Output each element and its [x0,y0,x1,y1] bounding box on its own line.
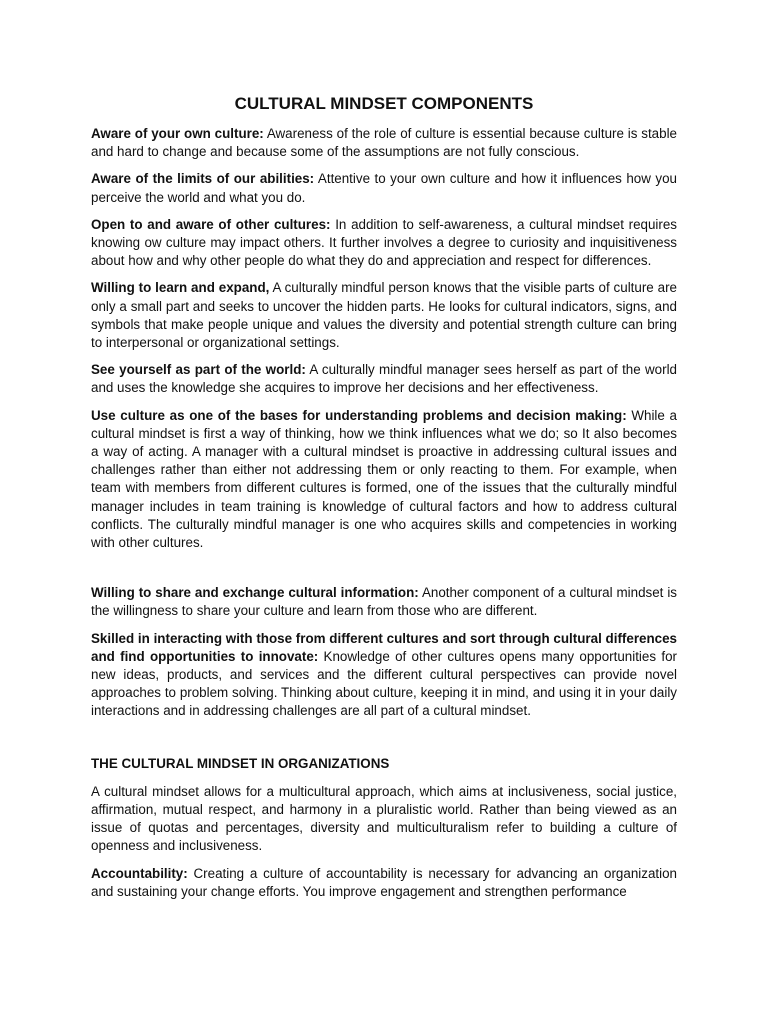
paragraph-text: Another component of a cultural mindset is the willingness to share your culture and learn from those who are different. [91,585,677,619]
document-page [91,93,677,910]
paragraph-text: While a cultural mindset is first a way of thinking, how we think influences what we do; so It also becomes a way of acting. A manager with a cultural mindset is proactive in addressing cultural issues and challenges rather than either not addressing them or only reacting to them. For example, when team with members from different cultures is formed, one of the issues that the culturally mindful manager includes in team training is knowledge of cultural factors and how to address cultural conflicts. The culturally mindful manager is one who acquires skills and competencies in working with other cultures. [91,407,677,551]
paragraph-accountability [91,865,677,901]
paragraph-use-culture [91,407,677,553]
paragraph-text: A culturally mindful person knows that the visible parts of culture are only a small part and seeks to uncover the hidden parts. He looks for cultural indicators, signs, and symbols that make people unique and values the diversity and potential strength culture can bring to interpersonal or organizational settings. [91,280,677,351]
paragraph-text: A culturally mindful manager sees herself as part of the world and uses the knowledge she acquires to improve her decisions and her effectiveness. [91,362,677,396]
section-heading: THE CULTURAL MINDSET IN ORGANIZATIONS [91,755,390,771]
paragraph-text: Creating a culture of accountability is necessary for advancing an organization and sustaining your change efforts. You improve engagement and strengthen performance [91,865,677,899]
term-label: Willing to share and exchange cultural information: [91,585,419,601]
term-label: Accountability: [91,865,188,881]
page-title: CULTURAL MINDSET COMPONENTS [234,94,534,113]
paragraph-part-of-world [91,361,677,397]
paragraph-share-exchange [91,584,677,620]
paragraph-willing-to-learn [91,279,677,352]
paragraph-open-other-cultures [91,216,677,271]
term-label: Willing to learn and expand, [91,280,270,296]
paragraph-section-intro: A cultural mindset allows for a multicultural approach, which aims at inclusiveness, social justice, affirmation, mutual respect, and harmony in a pluralistic world. Rather than being viewed as an issue of quotas and percentages, diversity and multiculturalism refer to building a culture of openness and inclusiveness. [91,783,677,854]
paragraph-text: Awareness of the role of culture is essential because culture is stable and hard to change and because some of the assumptions are not fully conscious. [91,126,677,160]
paragraph-skilled-interacting [91,630,677,721]
paragraph-text: Knowledge of other cultures opens many opportunities for new ideas, products, and services and the different cultural perspectives can provide novel approaches to problem solving. Thinking about culture, keeping it in mind, and using it in your daily interactions and in addressing challenges are all part of a cultural mindset. [91,648,677,719]
paragraph-text: In addition to self-awareness, a cultural mindset requires knowing ow culture may impact others. It further involves a degree to curiosity and inquisitiveness about how and why other people do what they do and appreciation and respect for differences. [91,216,677,269]
term-label: See yourself as part of the world: [91,362,306,378]
term-label: Skilled in interacting with those from different cultures and sort through cultural differences and find opportunities to innovate: [91,630,677,664]
paragraph-aware-own-culture [91,125,677,161]
term-label: Aware of the limits of our abilities: [91,171,315,187]
term-label: Use culture as one of the bases for understanding problems and decision making: [91,407,627,423]
paragraph-text: Attentive to your own culture and how it influences how you perceive the world and what you do. [91,171,677,205]
term-label: Open to and aware of other cultures: [91,216,331,232]
term-label: Aware of your own culture: [91,126,264,141]
paragraph-aware-limits [91,170,677,206]
